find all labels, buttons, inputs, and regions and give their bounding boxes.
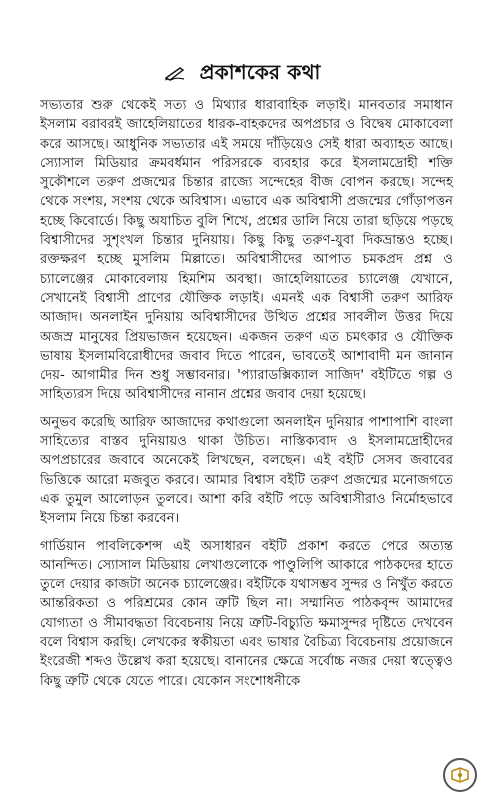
paragraph: গার্ডিয়ান পাবলিকেশন্স এই অসাধারন বইটি প্রকাশ করতে পেরে অত্যন্ত আনন্দিত। স্যোসাল মিডিয়ায় লেখাগুলোকে পাণ্ডুলিপি আকারে পাঠকদের হাতে তুলে দেয়ার কাজটা অনেক চ্যালেঞ্জের। বইটিকে যথাসম্ভব সুন্দর ও নিখুঁত করতে আন্তরিকতা ও পরিশ্রমের কোন ত্রুটি ছিল না। সম্মানিত পাঠকবৃন্দ আমাদের যোগ্যতা ও সীমাবদ্ধতা বিবেচনায় নিয়ে ত্রুটি-বিচ্যুতি ক্ষমাসুন্দর দৃষ্টিতে দেখবেন বলে বিশ্বাস করছি। লেখকের স্বকীয়তা এবং ভাষার বৈচিত্র্য বিবেচনায় প্রয়োজনে ইংরেজী শব্দও উল্লেখ করা হয়েছে। বানানের ক্ষেত্রে সর্বোচ্চ নজর দেয়া স্বত্ত্বেও কিছু ত্রুটি থেকে যেতে পারে। যেকোন সংশোধনীকে [40,538,453,689]
paragraph: সভ্যতার শুরু থেকেই সত্য ও মিথ্যার ধারাবাহিক লড়াই। মানবতার সমাধান ইসলাম বরাবরই জাহেলিয়াতের ধারক-বাহকদের অপপ্রচার ও বিদ্বেষ মোকাবেলা করে আসছে। আধুনিক সভ্যতার এই সময়ে দাঁড়িয়েও সেই ধারা অব্যাহত আছে। স্যোসাল মিডিয়ার ক্রমবর্ধমান পরিসরকে ব্যবহার করে ইসলামদ্রোহী শক্তি সুকৌশলে তরুণ প্রজন্মের চিন্তার রাজ্যে সন্দেহের বীজ বোপন করছে। সন্দেহ থেকে সংশয়, সংশয় থেকে অবিশ্বাস। এভাবে এক অবিশ্বাসী প্রজন্মের গোঁড়াপত্তন হচ্ছে কিবোর্ডে। কিছু অযাচিত বুলি শিখে, প্রশ্নের ডালি নিয়ে তারা ছড়িয়ে পড়ছে বিশ্বাসীদের সুশৃংখল চিন্তার দুনিয়ায়। কিছু কিছু তরুণ-যুবা দিকভ্রান্তও হচ্ছে। রক্তক্ষরণ হচ্ছে মুসলিম মিল্লাতে। অবিশ্বাসীদের আপাত চমকপ্রদ প্রশ্ন ও চ্যালেঞ্জের মোকাবেলায় হিমশিম অবস্থা। জাহেলিয়াতের চ্যালেঞ্জ যেখানে, সেখানেই বিশ্বাসী প্রাণের যৌক্তিক লড়াই। এমনই এক বিশ্বাসী তরুণ আরিফ আজাদ। অনলাইন দুনিয়ায় অবিশ্বাসীদের উত্থিত প্রশ্নের সাবলীল উত্তর দিয়ে অজস্র মানুষের প্রিয়ভাজন হয়েছেন। একজন তরুণ এত চমৎকার ও যৌক্তিক ভাষায় ইসলামবিরোধীদের জবাব দিতে পারেন, ভাবতেই আশাবাদী মন জানান দেয়- আগামীর দিন শুধু সম্ভাবনার। 'প্যারাডক্সিক্যাল সাজিদ' বইটিতে গল্প ও সাহিত্যরস দিয়ে অবিশ্বাসীদের নানান প্রশ্নের জবাব দেয়া হয়েছে। [40,98,453,403]
page-heading [0,58,485,91]
paragraph: অনুভব করেছি আরিফ আজাদের কথাগুলো অনলাইন দুনিয়ার পাশাপাশি বাংলা সাহিত্যের বাস্তব দুনিয়ায়ও থাকা উচিত। নাস্তিক্যবাদ ও ইসলামদ্রোহীদের অপপ্রচারের জবাবে অনেকেই লিখছেন, বলছেন। এই বইটি সেসব জবাবের ভিত্তিকে আরো মজবুত করবে। আমার বিশ্বাস বইটি তরুণ প্রজন্মের মনোজগতে এক তুমুল আলোড়ন তুলবে। আশা করি বইটি পড়ে অবিশ্বাসীরাও নির্মোহভাবে ইসলাম নিয়ে চিন্তা করবেন। [40,414,453,527]
foreword-body [40,96,453,691]
pen-icon [164,62,186,86]
heading-text: প্রকাশকের কথা [199,60,321,84]
publisher-logo [443,758,477,792]
